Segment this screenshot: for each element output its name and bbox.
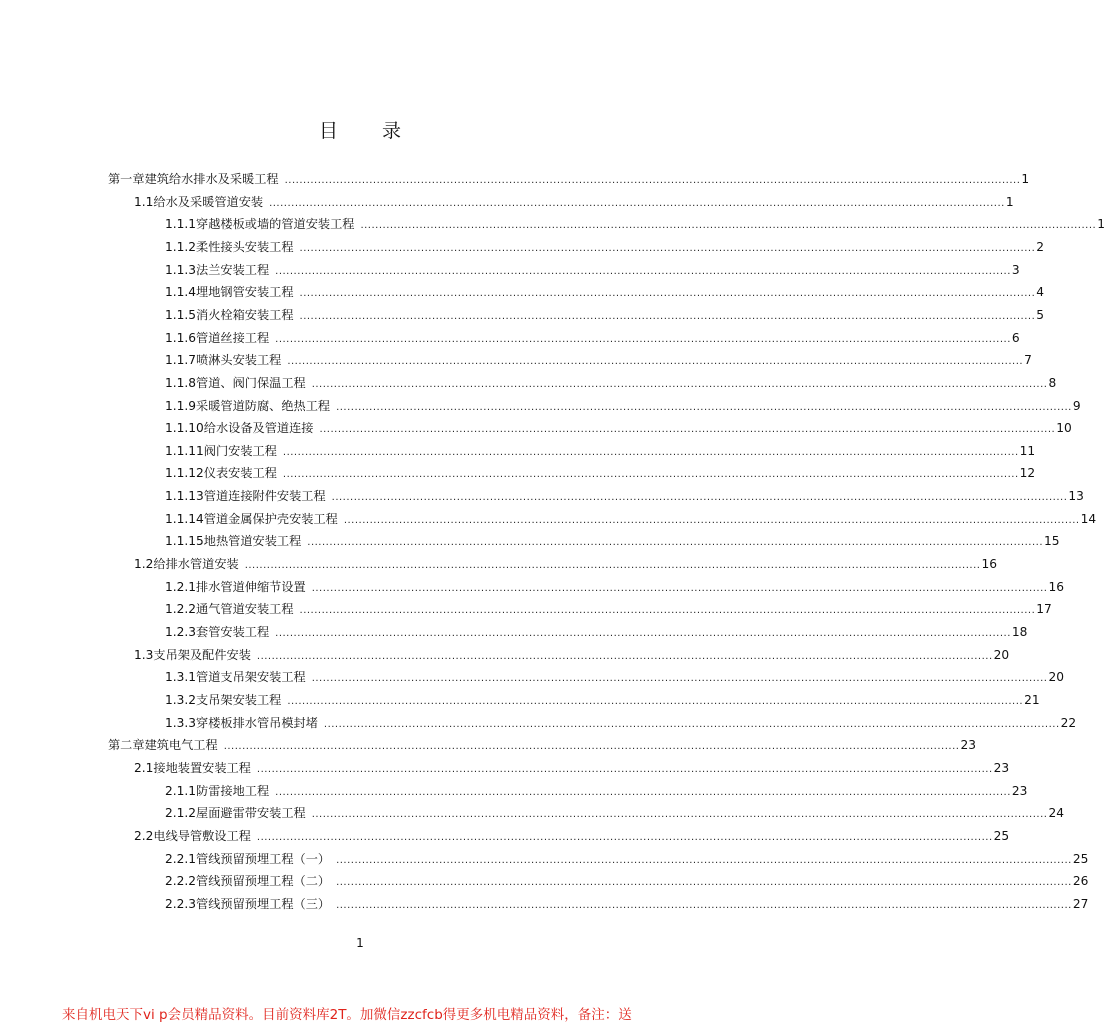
toc-leader-dots: ........................................................................................................................................................................................................	[256, 650, 993, 662]
toc-leader-dots: ........................................................................................................................................................................................................	[299, 605, 1036, 617]
toc-entry-page: 22	[1060, 715, 1077, 730]
toc-entry-label: 排水管道伸缩节设置	[196, 579, 306, 594]
toc-entry-page: 27	[1072, 896, 1089, 911]
toc-entry-page: 4	[1036, 285, 1045, 300]
toc-entry-label: 接地装置安装工程	[153, 760, 251, 775]
toc-entry[interactable]	[165, 238, 1045, 256]
toc-leader-dots: ........................................................................................................................................................................................................	[336, 899, 1072, 911]
toc-entry-label: 管线预留预埋工程（二）	[196, 874, 331, 889]
toc-entry-page: 26	[1072, 874, 1089, 889]
toc-entry-number: 1.1.14	[165, 511, 204, 526]
toc-entry[interactable]	[165, 623, 1028, 641]
toc-entry-number: 1.2.3	[165, 625, 197, 639]
toc-entry-number: 1.1.10	[165, 421, 204, 436]
toc-entry-page: 16	[981, 557, 997, 572]
toc-entry-page: 21	[1024, 692, 1040, 707]
toc-leader-dots: ........................................................................................................................................................................................................	[287, 695, 1024, 707]
toc-entry-page: 20	[993, 647, 1010, 662]
toc-entry-page: 2	[1036, 239, 1045, 254]
toc-entry-page: 23	[1011, 783, 1028, 798]
toc-entry[interactable]	[165, 351, 1032, 369]
toc-entry-number: 2.1.2	[165, 806, 197, 821]
toc-leader-dots: ........................................................................................................................................................................................................	[336, 877, 1072, 889]
toc-leader-dots: ........................................................................................................................................................................................................	[282, 469, 1019, 481]
toc-entry-number: 1.1	[134, 194, 154, 209]
toc-entry-label: 喷淋头安装工程	[196, 353, 282, 368]
toc-entry-label: 支吊架安装工程	[196, 692, 282, 707]
toc-leader-dots: ........................................................................................................................................................................................................	[360, 220, 1097, 232]
toc-entry[interactable]	[108, 170, 1030, 188]
toc-entry-label: 管道连接附件安装工程	[203, 489, 326, 504]
toc-leader-dots: ........................................................................................................................................................................................................	[311, 809, 1048, 821]
toc-leader-dots: ........................................................................................................................................................................................................	[275, 628, 1011, 639]
toc-entry-label: 支吊架及配件安装	[153, 647, 251, 662]
toc-entry-number: 1.1.15	[165, 534, 204, 549]
toc-leader-dots: ........................................................................................................................................................................................................	[299, 288, 1036, 300]
toc-entry-label: 穿越楼板或墙的管道安装工程	[196, 217, 355, 232]
toc-entry[interactable]	[108, 736, 976, 754]
toc-entry-number: 1.1.7	[165, 353, 197, 368]
toc-entry[interactable]	[165, 532, 1060, 550]
toc-entry[interactable]	[165, 419, 1072, 437]
toc-entry-page: 1	[1021, 172, 1030, 186]
toc-entry-page: 15	[1044, 534, 1060, 549]
toc-entry-number: 1.2.1	[165, 579, 197, 594]
toc-entry-page: 12	[1019, 466, 1036, 481]
toc-entry[interactable]	[134, 193, 1014, 211]
toc-entry[interactable]	[165, 510, 1097, 528]
toc-entry[interactable]	[165, 714, 1077, 732]
toc-entry-label: 防雷接地工程	[196, 783, 270, 798]
toc-entry-number: 1.3.3	[165, 715, 197, 730]
toc-leader-dots: ........................................................................................................................................................................................................	[336, 401, 1072, 413]
toc-entry-number: 1.1.9	[165, 398, 197, 413]
toc-entry-label: 仪表安装工程	[203, 466, 277, 481]
toc-entry-label: 柔性接头安装工程	[196, 239, 294, 254]
toc-entry-page: 1	[1097, 217, 1105, 232]
toc-entry[interactable]	[165, 306, 1045, 324]
toc-entry-label: 管线预留预埋工程（三）	[196, 896, 331, 911]
toc-entry[interactable]	[165, 487, 1084, 505]
toc-entry[interactable]	[134, 827, 1010, 845]
toc-entry-number: 1.1.2	[165, 239, 197, 254]
toc-entry-number: 1.3.1	[165, 670, 197, 685]
toc-entry[interactable]	[134, 555, 997, 573]
toc-entry[interactable]	[165, 374, 1057, 392]
toc-leader-dots: ........................................................................................................................................................................................................	[244, 560, 981, 572]
toc-leader-dots: ........................................................................................................................................................................................................	[284, 175, 1021, 186]
toc-entry-number: 2.2	[134, 828, 154, 843]
toc-entry-number: 1.1.3	[165, 262, 197, 277]
toc-entry[interactable]	[165, 329, 1020, 347]
toc-leader-dots: ........................................................................................................................................................................................................	[256, 763, 993, 775]
toc-entry[interactable]	[165, 804, 1064, 822]
toc-entry-label: 管道金属保护壳安装工程	[203, 511, 338, 526]
toc-entry-label: 管道丝接工程	[196, 330, 270, 345]
toc-entry-number: 2.1.1	[165, 783, 197, 798]
toc-entry-number: 1.3.2	[165, 692, 197, 707]
toc-entry-page: 10	[1056, 421, 1072, 436]
toc-leader-dots: ........................................................................................................................................................................................................	[275, 786, 1011, 798]
toc-entry-page: 9	[1072, 398, 1081, 413]
toc-entry[interactable]	[165, 850, 1089, 868]
toc-entry-label: 穿楼板排水管吊模封堵	[196, 715, 318, 730]
toc-entry-number: 1.1.13	[165, 489, 204, 504]
toc-entry[interactable]	[165, 283, 1045, 301]
toc-leader-dots: ........................................................................................................................................................................................................	[223, 741, 960, 753]
toc-leader-dots: ........................................................................................................................................................................................................	[307, 537, 1044, 549]
toc-entry-number: 1.2	[134, 557, 154, 572]
toc-entry-number: 1.1.6	[165, 330, 197, 345]
toc-entry-number: 第二章	[108, 738, 145, 753]
toc-entry-page: 1	[1005, 194, 1014, 209]
toc-entry-label: 通气管道安装工程	[196, 602, 294, 617]
toc-entry-number: 2.2.3	[165, 896, 197, 911]
toc-entry[interactable]	[165, 600, 1052, 618]
toc-entry-page: 25	[993, 828, 1010, 843]
toc-entry[interactable]	[165, 691, 1040, 709]
toc-entry[interactable]	[165, 668, 1064, 686]
toc-entry-number: 2.2.2	[165, 874, 197, 889]
toc-entry-number: 2.1	[134, 760, 154, 775]
toc-leader-dots: ........................................................................................................................................................................................................	[311, 582, 1048, 594]
toc-entry-number: 第一章	[108, 172, 145, 186]
toc-entry-page: 11	[1019, 443, 1036, 458]
toc-entry-label: 屋面避雷带安装工程	[196, 806, 306, 821]
toc-leader-dots: ........................................................................................................................................................................................................	[331, 492, 1068, 504]
toc-entry-number: 1.2.2	[165, 602, 197, 617]
toc-leader-dots: ........................................................................................................................................................................................................	[287, 356, 1024, 368]
toc-entry-label: 电线导管敷设工程	[153, 828, 251, 843]
toc-entry-label: 管道、阀门保温工程	[196, 375, 306, 390]
toc-entry-page: 17	[1036, 602, 1052, 617]
toc-entry-label: 给水设备及管道连接	[203, 421, 314, 436]
toc-entry[interactable]	[134, 759, 1010, 777]
footer-promo-text: 来自机电天下vi p会员精品资料。目前资料库2T。加微信zzcfcb得更多机电精品资料，备注：送	[62, 1007, 632, 1023]
toc-entry-label: 地热管道安装工程	[203, 534, 302, 549]
toc-leader-dots: ........................................................................................................................................................................................................	[323, 718, 1060, 730]
toc-entry-label: 建筑给水排水及采暖工程	[144, 172, 279, 186]
toc-leader-dots: ........................................................................................................................................................................................................	[275, 333, 1011, 345]
toc-leader-dots: ........................................................................................................................................................................................................	[319, 424, 1056, 436]
toc-entry-number: 1.1.4	[165, 285, 197, 300]
toc-entry-number: 1.1.11	[165, 443, 204, 458]
toc-entry[interactable]	[134, 646, 1010, 664]
toc-entry-page: 16	[1048, 579, 1064, 594]
toc-entry-page: 20	[1048, 670, 1064, 685]
toc-entry-page: 7	[1024, 353, 1032, 368]
toc-entry-number: 1.1.1	[165, 217, 197, 232]
toc-leader-dots: ........................................................................................................................................................................................................	[299, 310, 1036, 322]
toc-entry-label: 法兰安装工程	[196, 262, 270, 277]
toc-entry-number: 1.1.5	[165, 307, 197, 322]
toc-leader-dots: ........................................................................................................................................................................................................	[336, 854, 1072, 866]
toc-entry-label: 给排水管道安装	[153, 557, 239, 572]
toc-entry-page: 8	[1048, 375, 1057, 390]
toc-entry-page: 14	[1080, 511, 1097, 526]
toc-entry-number: 2.2.1	[165, 851, 197, 866]
toc-entry-number: 1.3	[134, 647, 154, 662]
toc-entry[interactable]	[165, 397, 1081, 415]
toc-leader-dots: ........................................................................................................................................................................................................	[311, 673, 1048, 685]
toc-entry-label: 消火栓箱安装工程	[196, 307, 294, 322]
toc-entry[interactable]	[165, 895, 1089, 913]
toc-title: 目录	[318, 120, 445, 142]
toc-entry-label: 阀门安装工程	[203, 443, 277, 458]
toc-leader-dots: ........................................................................................................................................................................................................	[256, 831, 993, 843]
toc-entry-label: 采暖管道防腐、绝热工程	[196, 398, 331, 413]
toc-entry[interactable]	[165, 261, 1020, 279]
toc-leader-dots: ........................................................................................................................................................................................................	[269, 197, 1005, 209]
toc-entry[interactable]	[165, 782, 1028, 800]
toc-entry[interactable]	[165, 578, 1064, 596]
toc-entry-number: 1.1.8	[165, 375, 197, 390]
toc-entry-page: 18	[1011, 625, 1028, 639]
toc-leader-dots: ........................................................................................................................................................................................................	[343, 514, 1080, 526]
toc-entry-page: 6	[1011, 330, 1020, 345]
toc-leader-dots: ........................................................................................................................................................................................................	[275, 265, 1011, 277]
toc-entry[interactable]	[165, 442, 1036, 460]
toc-entry-label: 套管安装工程	[196, 625, 270, 639]
toc-entry[interactable]	[165, 215, 1105, 233]
toc-entry-page: 23	[960, 738, 976, 753]
toc-entry-page: 24	[1048, 806, 1064, 821]
toc-entry[interactable]	[165, 464, 1036, 482]
toc-entry-page: 3	[1011, 262, 1020, 277]
toc-entry-label: 管道支吊架安装工程	[196, 670, 306, 685]
toc-entry-page: 5	[1036, 307, 1045, 322]
toc-entry-label: 埋地钢管安装工程	[196, 285, 294, 300]
toc-entry[interactable]	[165, 872, 1089, 890]
toc-entry-page: 23	[993, 760, 1010, 775]
toc-entry-number: 1.1.12	[165, 466, 204, 481]
toc-entry-label: 给水及采暖管道安装	[153, 194, 264, 209]
toc-leader-dots: ........................................................................................................................................................................................................	[299, 242, 1036, 254]
toc-entry-page: 25	[1072, 851, 1089, 866]
toc-leader-dots: ........................................................................................................................................................................................................	[311, 378, 1048, 390]
toc-entry-label: 建筑电气工程	[144, 738, 218, 753]
toc-entry-label: 管线预留预埋工程（一）	[196, 851, 331, 866]
toc-leader-dots: ........................................................................................................................................................................................................	[282, 446, 1019, 458]
toc-entry-page: 13	[1068, 489, 1084, 504]
page-number: 1	[356, 936, 364, 950]
